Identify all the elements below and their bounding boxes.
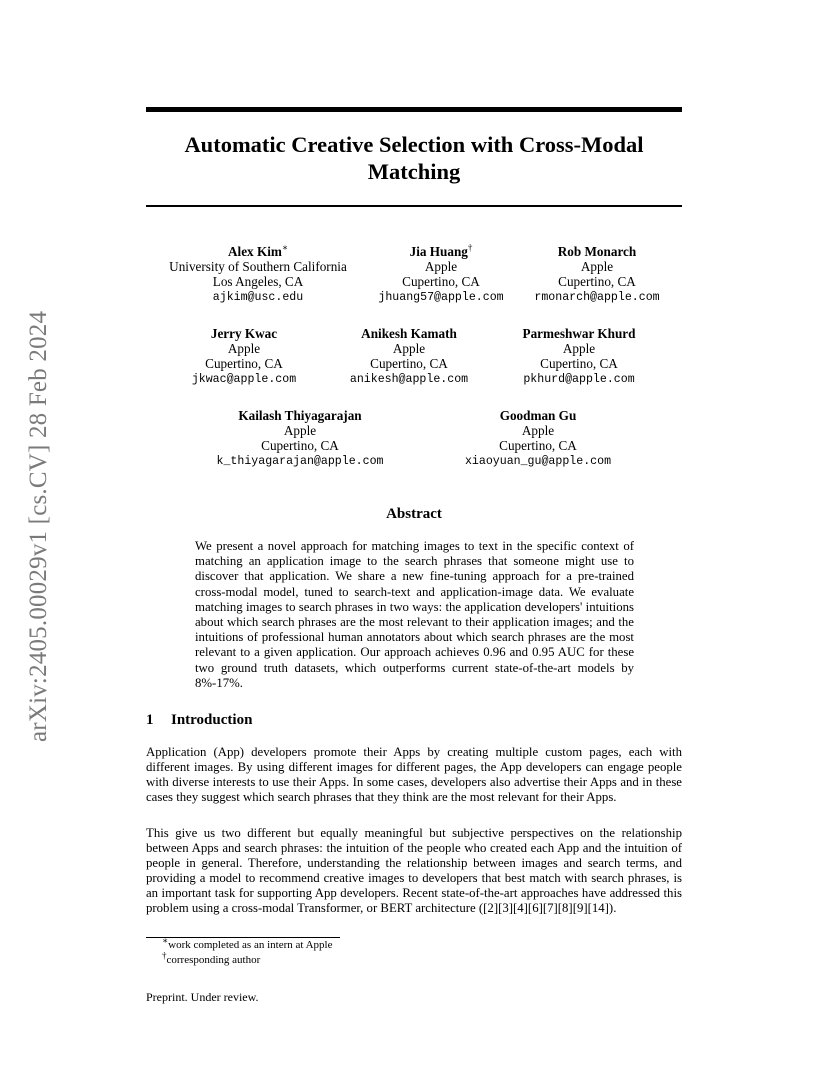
author-affiliation: Apple [392, 341, 426, 357]
author-affiliation: Apple [521, 423, 555, 439]
author-name: Goodman Gu [499, 408, 577, 423]
author-affiliation: Apple [580, 259, 614, 275]
author-affiliation: Apple [562, 341, 596, 357]
paragraph-text: Application (App) developers promote their Apps by creating multiple custom pages, each with different images. By using different images for different pages, the App developers can engage people with diverse interests to use their Apps. In some cases, developers also advertise their Apps and in these cases they suggest which search phrases that they think are the most relevant for their Apps. [146, 745, 682, 805]
author-name: Rob Monarch [557, 244, 637, 259]
author-email: rmonarch@apple.com [534, 290, 660, 304]
author-name: Jia Huang [409, 244, 468, 259]
author-block [523, 326, 636, 387]
author-email: ajkim@usc.edu [212, 290, 304, 304]
arxiv-stamp: arXiv:2405.00029v1 [cs.CV] 28 Feb 2024 [25, 310, 52, 742]
author-name: Jerry Kwac [210, 326, 278, 341]
author-block [169, 244, 347, 305]
footnote [162, 935, 333, 952]
author-affiliation: Apple [227, 341, 261, 357]
footnote-rule [146, 937, 340, 938]
abstract-text: We present a novel approach for matching images to text in the specific context of matching an application image to the search phrases that someone might use to discover that application. We share a new fine-tuning approach for a pre-trained cross-modal model, tuned to search-text and application-image data. We evaluate matching images to search phrases in two ways: the application developers' intuitions about which search phrases are the most relevant to their application images; and the intuitions of professional human annotators about which search phrases are the most relevant to a given application. Our approach achieves 0.96 and 0.95 AUC for these two ground truth datasets, which outperforms current state-of-the-art models by 8%-17%. [195, 539, 634, 690]
section-heading [146, 712, 252, 729]
author-affiliation: University of Southern California [169, 259, 347, 275]
section-title: Introduction [171, 712, 253, 728]
body-paragraph [146, 826, 682, 917]
abstract-heading: Abstract [386, 506, 442, 522]
author-location: Cupertino, CA [402, 274, 480, 290]
title-bottom-rule [146, 205, 682, 207]
author-block [192, 326, 296, 387]
author-location: Cupertino, CA [370, 356, 448, 372]
author-block [350, 326, 468, 387]
author-email: xiaoyuan_gu@apple.com [464, 454, 612, 468]
author-location: Cupertino, CA [558, 274, 636, 290]
author-email: jhuang57@apple.com [378, 290, 504, 304]
author-email: anikesh@apple.com [349, 372, 469, 386]
paper-title: Automatic Creative Selection with Cross-Modal Matching [184, 132, 644, 184]
author-email: k_thiyagarajan@apple.com [216, 454, 384, 468]
author-mark: ∗ [281, 242, 288, 253]
footnote-text: corresponding author [166, 954, 261, 966]
author-block [534, 244, 659, 305]
author-location: Cupertino, CA [261, 438, 339, 454]
author-location: Cupertino, CA [540, 356, 618, 372]
author-location: Los Angeles, CA [212, 274, 304, 290]
author-location: Cupertino, CA [205, 356, 283, 372]
section-number: 1 [146, 712, 154, 728]
author-name: Alex Kim [228, 244, 282, 259]
author-name: Parmeshwar Khurd [522, 326, 636, 341]
footnote-mark: ∗ [162, 935, 169, 946]
author-location: Cupertino, CA [499, 438, 577, 454]
footnote-mark: † [162, 950, 167, 961]
author-name: Kailash Thiyagarajan [238, 408, 362, 423]
author-email: jkwac@apple.com [191, 372, 297, 386]
title-top-rule [146, 107, 682, 112]
author-name: Anikesh Kamath [361, 326, 457, 341]
paragraph-text: This give us two different but equally meaningful but subjective perspectives on the relationship between Apps and search phrases: the intuition of the people who created each App and the intuition of people in general. Therefore, understanding the relationship between images and search terms, and providing a model to recommend creative images to developers that best match with search phrases, is an important task for supporting App developers. Recent state-of-the-art approaches have addressed this problem using a cross-modal Transformer, or BERT architecture ([2][3][4][6][7][8][9][14]). [146, 826, 682, 916]
body-paragraph [146, 745, 682, 805]
author-block [378, 244, 503, 305]
author-affiliation: Apple [283, 423, 317, 439]
footnote [162, 950, 261, 967]
author-affiliation: Apple [424, 259, 458, 275]
preprint-notice: Preprint. Under review. [146, 990, 259, 1004]
footnote-text: work completed as an intern at Apple [168, 939, 333, 951]
author-mark: † [467, 242, 473, 253]
author-block [217, 408, 384, 469]
author-block [465, 408, 611, 469]
author-email: pkhurd@apple.com [523, 372, 635, 386]
